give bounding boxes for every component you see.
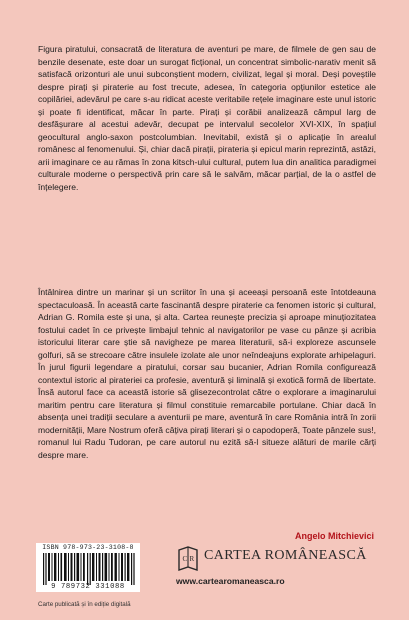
digital-edition-note: Carte publicată și în ediție digitală [38, 601, 131, 608]
publisher-name: CARTEA ROMÂNEASCĂ [204, 548, 367, 563]
blurb-paragraph-1 [38, 43, 376, 193]
isbn-barcode-box [36, 543, 140, 592]
isbn-label: ISBN 978-973-23-3108-8 [42, 544, 134, 551]
blurb-paragraph-2 [38, 286, 376, 461]
svg-text:C: C [182, 555, 188, 563]
isbn-digits: 9 789732 331088 [51, 583, 125, 591]
publisher-website: www.cartearomaneasca.ro [176, 576, 285, 586]
svg-text:R: R [189, 555, 195, 563]
cr-book-icon [176, 546, 200, 572]
blurb-paragraph-2-text: Întâlnirea dintre un marinar și un scriitor în una și aceeași persoană este întotdeauna spectaculoasă. În această carte fascinantă despre piraterie ca fenomen istoric și cultural, Adrian G. Romila este și una, și alta. Cartea reunește precizia și aproape minuțiozitatea fostului cadet în ce privește limbajul tehnic al navigatorilor pe vase cu pânze și acribia istoricului literar care știe să navigheze pe marea literaturii, să-i exploreze ascunsele golfuri, să se strecoare către insulele izolate ale unor neîndeajuns explorate arhipelaguri. În jurul figurii legendare a piratului, corsar sau bucanier, Adrian Romila configurează contextul istoric al pirateriei ca profesie, aventură și liminală și exotică formă de libertate. Însă autorul face ca această istorie să glisezecontrolat către o explorare a imaginarului maritim pentru care literatura și filmul constituie remarcabile portulane. Chiar dacă în absența unei tradiții seculare a aventurii pe mare, aventură în care România intră în zorii modernității, Mare Nostrum oferă câțiva pirați literari și o capodoperă, Toate pânzele sus!, romanul lui Radu Tudoran, pe care autorul nu ezită să-l situeze alături de marile cărți despre mare. [38, 287, 376, 460]
review-author: Angelo Mitchievici [294, 531, 374, 541]
blurb-paragraph-1-text: Figura piratului, consacrată de literatura de aventuri pe mare, de filmele de gen sau de benzile desenate, este doar un surogat ficțional, un concentrat simbolic-narativ menit să satisfacă orizonturi ale unui subconștient modern, civilizat, legal și moral. Deși poveștile despre pirați și piraterie au fost trecute, adesea, în categoria opțiunilor estetice ale copilăriei, adevărul pe care s-au ridicat aceste veritabile rețele imaginare este unul istoric și poate fi identificat, măcar în parte. Pirați și corăbii analizează câmpul larg de desfășurare al acestui adevăr, decupat pe intervalul secolelor XVI-XIX, în spațiul geocultural anglo-saxon postcolumbian. Inevitabil, există și o aplicație în arealul românesc al fenomenului. Și, chiar dacă pirații, pirateria și epicul marin reprezintă, astăzi, arii imaginare ce au rămas în zona kitsch-ului cultural, putem lua din analitica paradigmei culturale moderne o perspectivă prin care să le salvăm, măcar parțial, de la o astfel de înțelegere. [38, 44, 376, 192]
barcode-icon [43, 553, 135, 585]
